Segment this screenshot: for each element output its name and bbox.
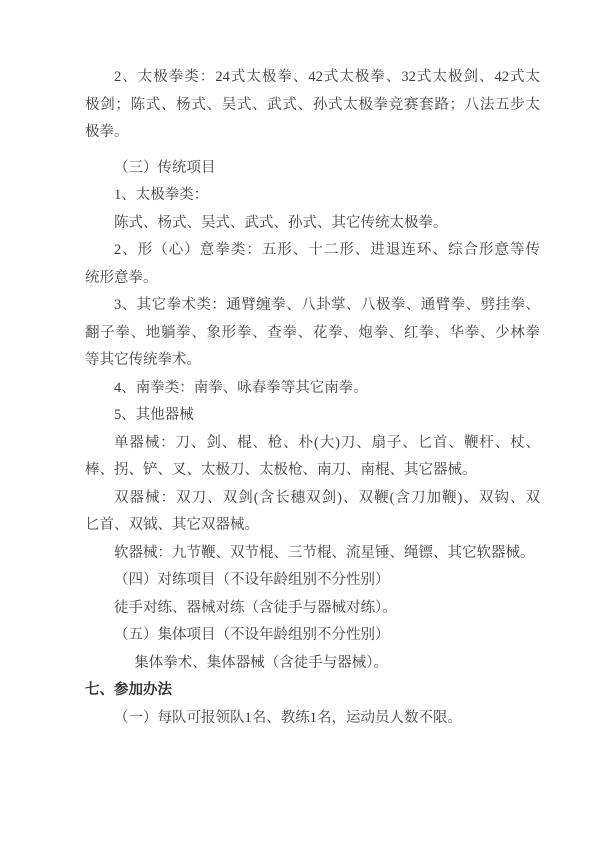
text-line: 2、形（心）意拳类：五形、十二形、进退连环、综合形意等传 bbox=[114, 242, 540, 258]
text-line: 陈式、杨式、吴式、武式、孙式、其它传统太极拳。 bbox=[114, 214, 448, 231]
text-line: 等其它传统拳术。 bbox=[85, 352, 201, 368]
text-line: 1、太极拳类： bbox=[114, 187, 209, 203]
text-line: 单器械：刀、剑、棍、枪、朴(大)刀、扇子、匕首、鞭杆、杖、 bbox=[114, 434, 540, 451]
text-line: 统形意拳。 bbox=[85, 269, 158, 286]
text-line: 3、其它拳术类：通臂缠拳、八卦掌、八极拳、通臂拳、劈挂拳、 bbox=[114, 297, 540, 313]
text-line: 匕首、双钺、其它双器械。 bbox=[85, 517, 259, 533]
text-line: 5、其他器械 bbox=[114, 407, 194, 423]
text-line: 翻子拳、地躺拳、象形拳、查拳、花拳、炮拳、红拳、华拳、少林拳 bbox=[85, 324, 540, 341]
text-line: （四）对练项目（不设年龄组别不分性别） bbox=[114, 572, 390, 588]
section-heading: 七、参加办法 bbox=[85, 682, 172, 698]
text-line: 2、太极拳类：24式太极拳、42式太极拳、32式太极剑、42式太 bbox=[114, 69, 540, 85]
text-line: （三）传统项目 bbox=[114, 159, 216, 176]
text-line: 软器械：九节鞭、双节棍、三节棍、流星锤、绳镖、其它软器械。 bbox=[114, 544, 535, 561]
text-line: 极剑；陈式、杨式、吴式、武式、孙式太极拳竞赛套路；八法五步太 bbox=[85, 96, 540, 113]
text-line: （一）每队可报领队1名、教练1名，运动员人数不限。 bbox=[114, 709, 462, 726]
text-line: 徒手对练、器械对练（含徒手与器械对练）。 bbox=[114, 599, 397, 616]
text-line: 4、南拳类：南拳、咏春拳等其它南拳。 bbox=[114, 379, 368, 396]
document-body bbox=[85, 64, 540, 732]
text-line: 双器械：双刀、双剑(含长穗双剑)、双鞭(含刀加鞭)、双钩、双 bbox=[114, 489, 540, 506]
text-line: 集体拳术、集体器械（含徒手与器械）。 bbox=[134, 654, 389, 671]
text-line: （五）集体项目（不设年龄组别不分性别） bbox=[114, 627, 390, 643]
text-line: 棒、拐、铲、叉、太极刀、太极枪、南刀、南棍、其它器械。 bbox=[85, 462, 477, 478]
text-line: 极拳。 bbox=[85, 124, 129, 140]
